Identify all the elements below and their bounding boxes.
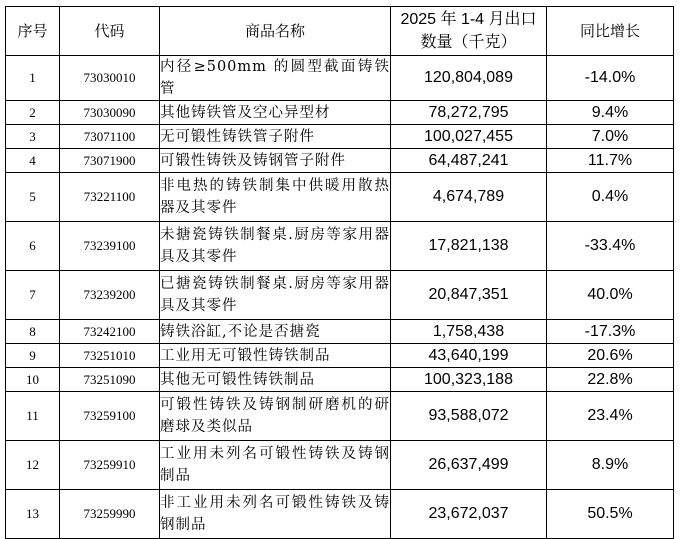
row-name: 铸铁浴缸,不论是否搪瓷 <box>160 320 391 344</box>
row-seq: 10 <box>6 368 60 392</box>
table-row <box>6 56 674 101</box>
row-quantity: 64,487,241 <box>391 149 547 173</box>
export-table <box>5 6 674 539</box>
row-seq: 8 <box>6 320 60 344</box>
table-row <box>6 368 674 392</box>
table-row <box>6 125 674 149</box>
row-code: 73259990 <box>60 490 160 539</box>
row-yoy: -17.3% <box>547 320 674 344</box>
row-yoy: 11.7% <box>547 149 674 173</box>
row-code: 73251010 <box>60 344 160 368</box>
table-row <box>6 149 674 173</box>
row-code: 73259910 <box>60 441 160 490</box>
row-code: 73242100 <box>60 320 160 344</box>
row-quantity: 100,027,455 <box>391 125 547 149</box>
row-quantity: 20,847,351 <box>391 271 547 320</box>
row-name: 其他无可锻性铸铁制品 <box>160 368 391 392</box>
row-seq: 9 <box>6 344 60 368</box>
row-yoy: 8.9% <box>547 441 674 490</box>
row-name: 工业用无可锻性铸铁制品 <box>160 344 391 368</box>
row-yoy: 23.4% <box>547 392 674 441</box>
row-quantity: 26,637,499 <box>391 441 547 490</box>
row-yoy: 7.0% <box>547 125 674 149</box>
row-quantity: 78,272,795 <box>391 101 547 125</box>
row-name: 可锻性铸铁及铸钢制研磨机的研磨球及类似品 <box>160 392 391 441</box>
row-quantity: 23,672,037 <box>391 490 547 539</box>
row-quantity: 17,821,138 <box>391 222 547 271</box>
row-seq: 13 <box>6 490 60 539</box>
row-name: 内径≥500mm 的圆型截面铸铁管 <box>160 56 391 101</box>
row-yoy: 40.0% <box>547 271 674 320</box>
table-row <box>6 101 674 125</box>
row-seq: 3 <box>6 125 60 149</box>
row-name: 工业用未列名可锻性铸铁及铸钢制品 <box>160 441 391 490</box>
table-body <box>6 56 674 539</box>
table-row <box>6 320 674 344</box>
row-yoy: 0.4% <box>547 173 674 222</box>
table-row <box>6 392 674 441</box>
row-quantity: 93,588,072 <box>391 392 547 441</box>
row-seq: 1 <box>6 56 60 101</box>
row-code: 73030090 <box>60 101 160 125</box>
row-yoy: 20.6% <box>547 344 674 368</box>
row-code: 73251090 <box>60 368 160 392</box>
header-quantity-line1: 2025 年 1-4 月出口 <box>400 11 537 28</box>
row-seq: 2 <box>6 101 60 125</box>
table-row <box>6 344 674 368</box>
table-row <box>6 173 674 222</box>
header-quantity <box>391 7 547 56</box>
row-seq: 4 <box>6 149 60 173</box>
row-code: 73259100 <box>60 392 160 441</box>
row-quantity: 43,640,199 <box>391 344 547 368</box>
row-seq: 7 <box>6 271 60 320</box>
row-yoy: 50.5% <box>547 490 674 539</box>
row-quantity: 120,804,089 <box>391 56 547 101</box>
row-yoy: -14.0% <box>547 56 674 101</box>
row-yoy: 9.4% <box>547 101 674 125</box>
row-code: 73221100 <box>60 173 160 222</box>
row-seq: 5 <box>6 173 60 222</box>
row-yoy: -33.4% <box>547 222 674 271</box>
header-name: 商品名称 <box>160 7 391 56</box>
row-seq: 6 <box>6 222 60 271</box>
row-code: 73071900 <box>60 149 160 173</box>
row-name: 未搪瓷铸铁制餐桌.厨房等家用器具及其零件 <box>160 222 391 271</box>
header-quantity-line2: 数量（千克） <box>420 34 517 51</box>
header-seq: 序号 <box>6 7 60 56</box>
row-quantity: 1,758,438 <box>391 320 547 344</box>
table-row <box>6 271 674 320</box>
table-row <box>6 441 674 490</box>
row-name: 非工业用未列名可锻性铸铁及铸钢制品 <box>160 490 391 539</box>
row-name: 已搪瓷铸铁制餐桌.厨房等家用器具及其零件 <box>160 271 391 320</box>
row-seq: 11 <box>6 392 60 441</box>
header-code: 代码 <box>60 7 160 56</box>
row-name: 其他铸铁管及空心异型材 <box>160 101 391 125</box>
row-code: 73030010 <box>60 56 160 101</box>
header-row <box>6 7 674 56</box>
row-code: 73071100 <box>60 125 160 149</box>
row-code: 73239100 <box>60 222 160 271</box>
row-quantity: 4,674,789 <box>391 173 547 222</box>
row-name: 无可锻性铸铁管子附件 <box>160 125 391 149</box>
table-row <box>6 490 674 539</box>
row-code: 73239200 <box>60 271 160 320</box>
row-yoy: 22.8% <box>547 368 674 392</box>
row-name: 非电热的铸铁制集中供暖用散热器及其零件 <box>160 173 391 222</box>
table-row <box>6 222 674 271</box>
row-name: 可锻性铸铁及铸钢管子附件 <box>160 149 391 173</box>
header-yoy: 同比增长 <box>547 7 674 56</box>
row-seq: 12 <box>6 441 60 490</box>
row-quantity: 100,323,188 <box>391 368 547 392</box>
